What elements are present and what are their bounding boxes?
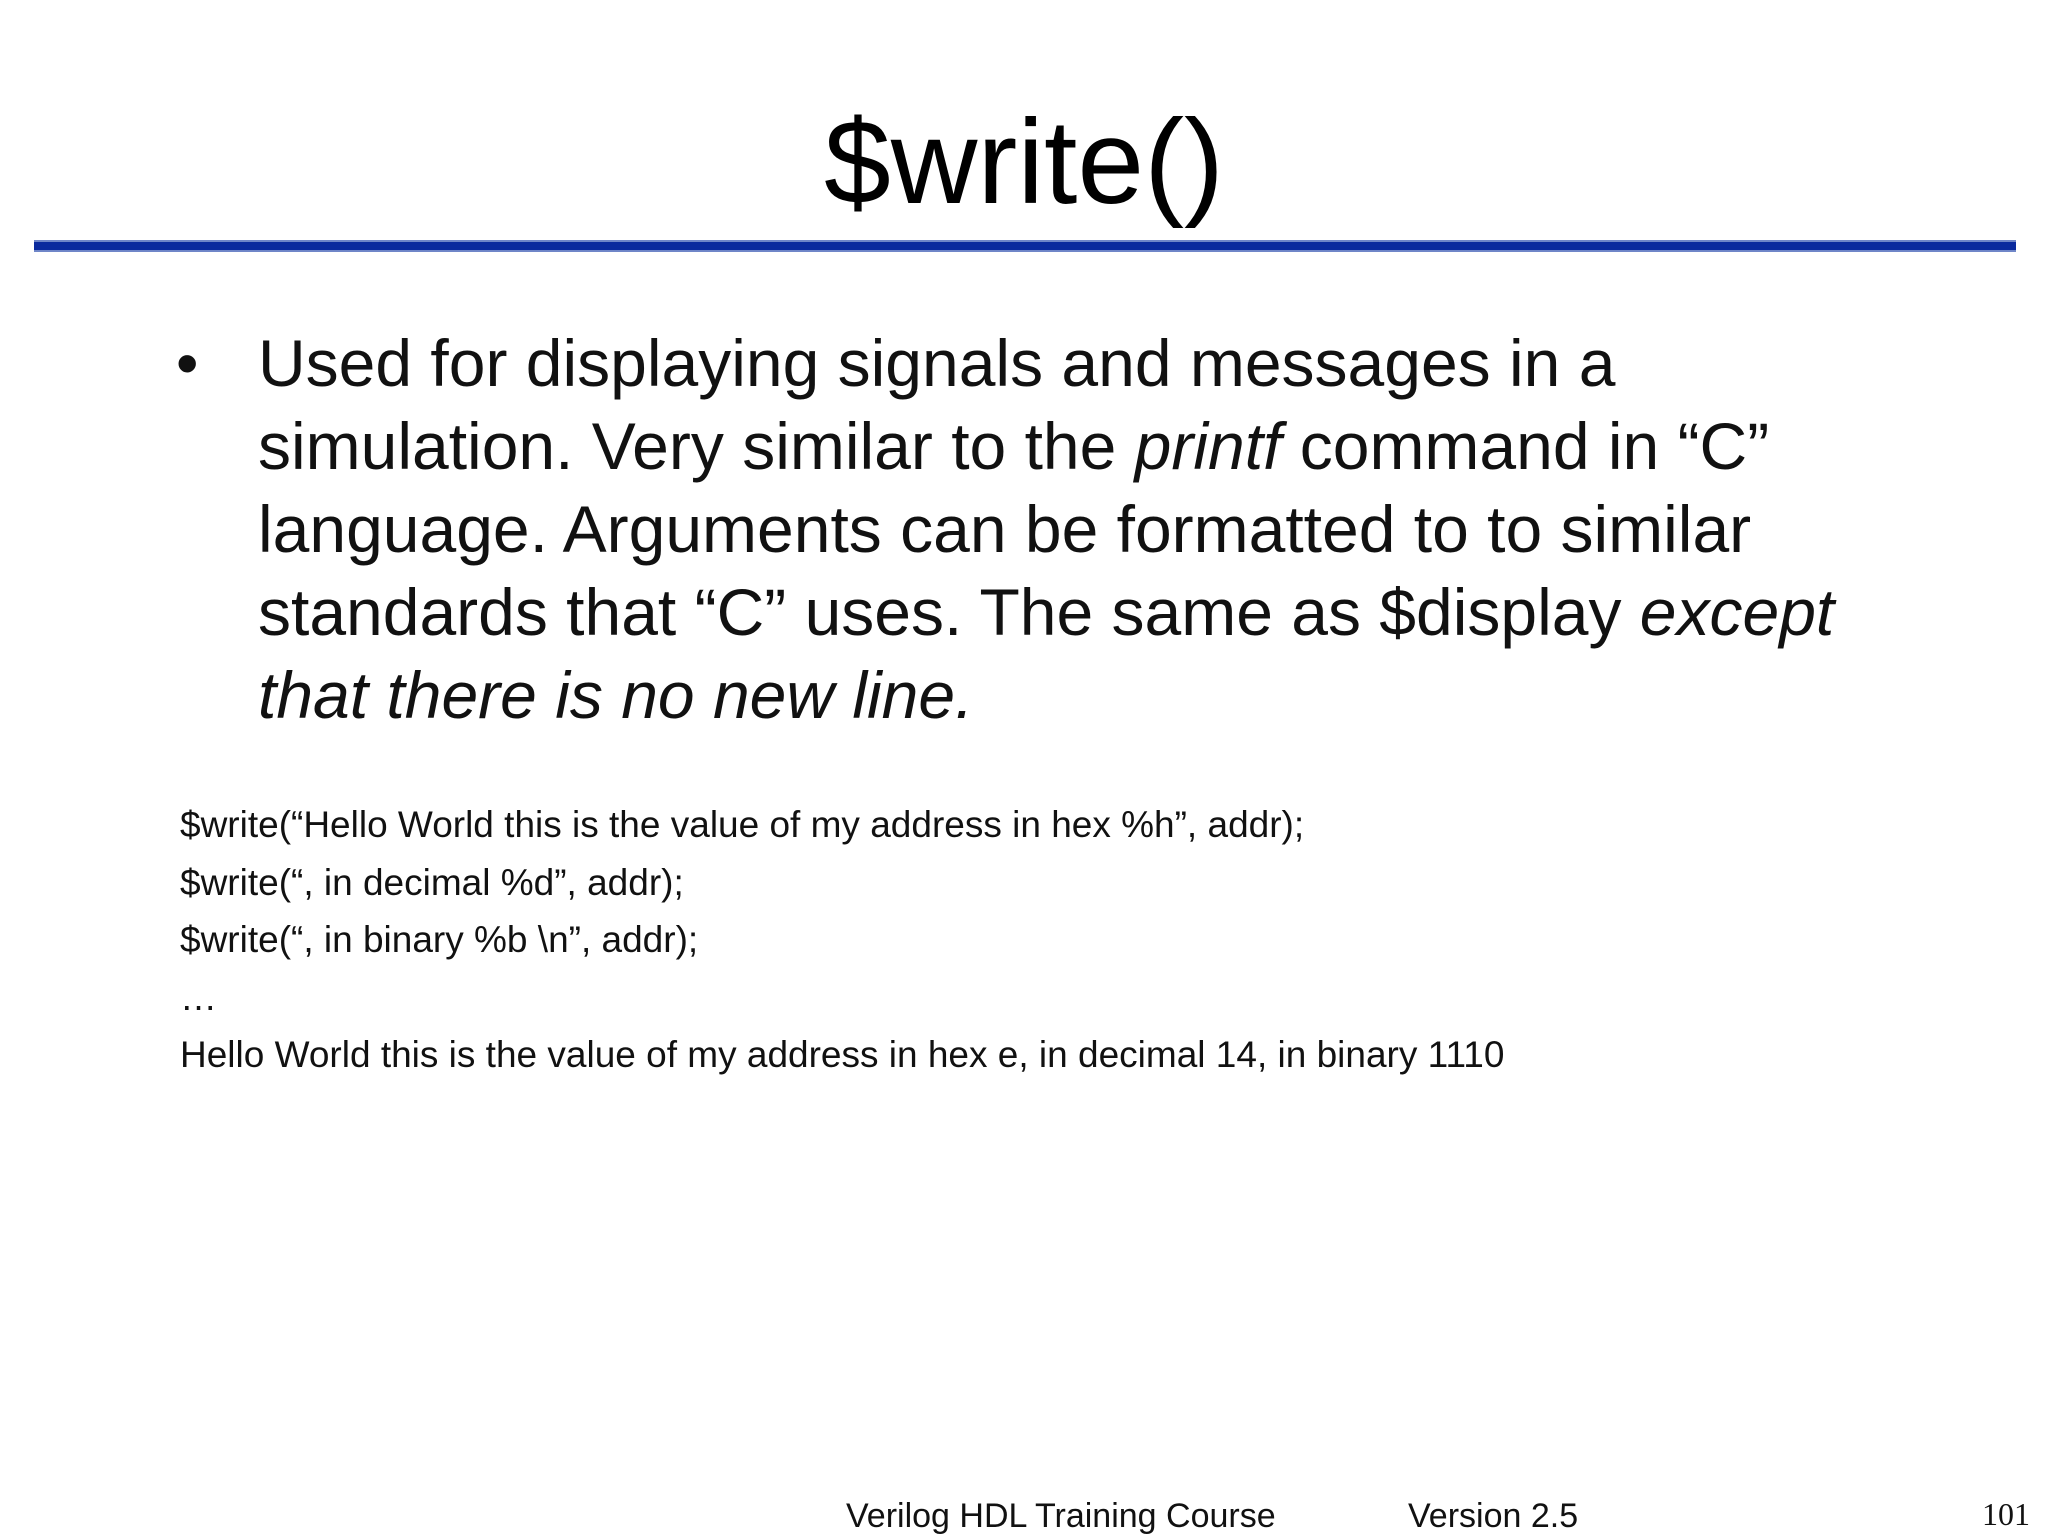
code-line: $write(“Hello World this is the value of my address in hex %h”, addr); bbox=[180, 804, 1305, 845]
footer-course-title: Verilog HDL Training Course bbox=[846, 1497, 1276, 1535]
bullet-text bbox=[258, 322, 1936, 737]
code-output: Hello World this is the value of my address in hex e, in decimal 14, in binary 1110 bbox=[180, 1034, 1505, 1075]
slide-title: $write() bbox=[823, 95, 1225, 229]
page-number: 101 bbox=[1982, 1496, 2030, 1532]
code-line: $write(“, in binary %b \n”, addr); bbox=[180, 919, 699, 960]
bullet-text-italic-except: except that there is no new line. bbox=[258, 575, 1835, 732]
bullet-text-segment: Used for displaying signals and messages in a simulation. Very similar to the bbox=[258, 326, 1616, 483]
code-ellipsis: … bbox=[180, 976, 217, 1018]
bullet-text-italic-printf: printf bbox=[1134, 409, 1282, 483]
footer-version: Version 2.5 bbox=[1408, 1497, 1579, 1535]
bullet-text-segment: command in “C” language. Arguments can be formatted to to similar standards that “C” uses. The same as $display bbox=[258, 409, 1770, 649]
code-line: $write(“, in decimal %d”, addr); bbox=[180, 861, 684, 903]
title-divider bbox=[34, 240, 2016, 252]
bullet-item bbox=[176, 322, 1936, 737]
code-example bbox=[180, 796, 1980, 1084]
bullet-icon: • bbox=[176, 327, 199, 399]
